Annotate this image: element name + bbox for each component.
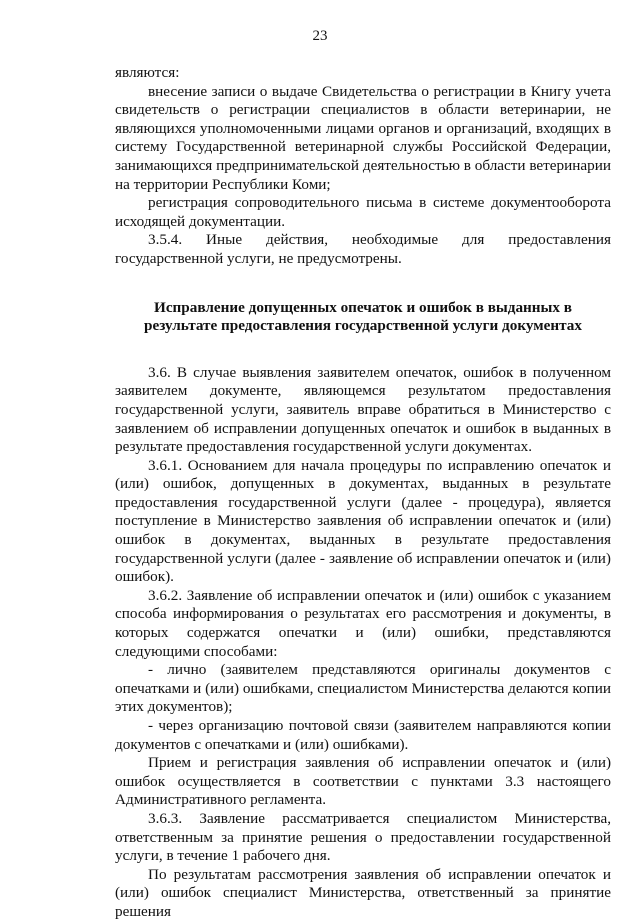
paragraph-3-5-4: 3.5.4. Иные действия, необходимые для предоставления государственной услуги, не предусмотрены.	[115, 231, 611, 267]
list-item-in-person: - лично (заявителем представляются оригиналы документов с опечатками и (или) ошибками, специалистом Министерства делаются копии этих документов);	[115, 661, 611, 716]
paragraph-3-6-3: 3.6.3. Заявление рассматривается специалистом Министерства, ответственным за принятие решения о предоставлении государственной услуги, в течение 1 рабочего дня.	[115, 809, 611, 865]
paragraph-reception-registration: Прием и регистрация заявления об исправлении опечаток и (или) ошибок осуществляется в соответствии с пунктами 3.3 настоящего Административного регламента.	[115, 754, 611, 809]
paragraph-3-6: 3.6. В случае выявления заявителем опечаток, ошибок в полученном заявителем документе, являющемся результатом предоставления государственной услуги, заявитель вправе обратиться в Министерство с заявлением об исправлении допущенных опечаток и ошибок в выданных в результате предоставления государственной услуги документах.	[115, 363, 611, 456]
paragraph-3-6-1: 3.6.1. Основанием для начала процедуры по исправлению опечаток и (или) ошибок, допущенных в документах, выданных в результате предоставления государственной услуги (далее - процедура), является поступление в Министерство заявления об исправлении опечаток и (или) ошибок в документах, выданных в результате предоставления государственной услуги (далее - заявление об исправлении опечаток и (или) ошибок).	[115, 456, 611, 586]
document-body	[115, 64, 611, 922]
paragraph-3-6-2: 3.6.2. Заявление об исправлении опечаток и (или) ошибок с указанием способа информирования о результатах его рассмотрения и документы, в которых содержатся опечатки и (или) ошибки, представляются следующими способами:	[115, 586, 611, 660]
paragraph-review-results: По результатам рассмотрения заявления об исправлении опечаток и (или) ошибок специалист Министерства, ответственный за принятие решения	[115, 865, 611, 920]
paragraph-cover-letter-registration: регистрация сопроводительного письма в системе документооборота исходящей документации.	[115, 194, 611, 230]
list-item-postal: - через организацию почтовой связи (заявителем направляются копии документов с опечатками и (или) ошибками).	[115, 717, 611, 753]
page-number: 23	[312, 28, 328, 44]
section-heading: Исправление допущенных опечаток и ошибок в выданных в результате предоставления государственной услуги документах	[144, 298, 582, 335]
paragraph-continuation: являются:	[115, 64, 180, 81]
paragraph-registration-record: внесение записи о выдаче Свидетельства о регистрации в Книгу учета свидетельств о регистрации специалистов в области ветеринарии, не являющихся уполномоченными лицами органов и организаций, входящих в систему Государственной ветеринарной службы Российской Федерации, занимающихся предпринимательской деятельностью в области ветеринарии на территории Республики Коми;	[115, 82, 611, 193]
